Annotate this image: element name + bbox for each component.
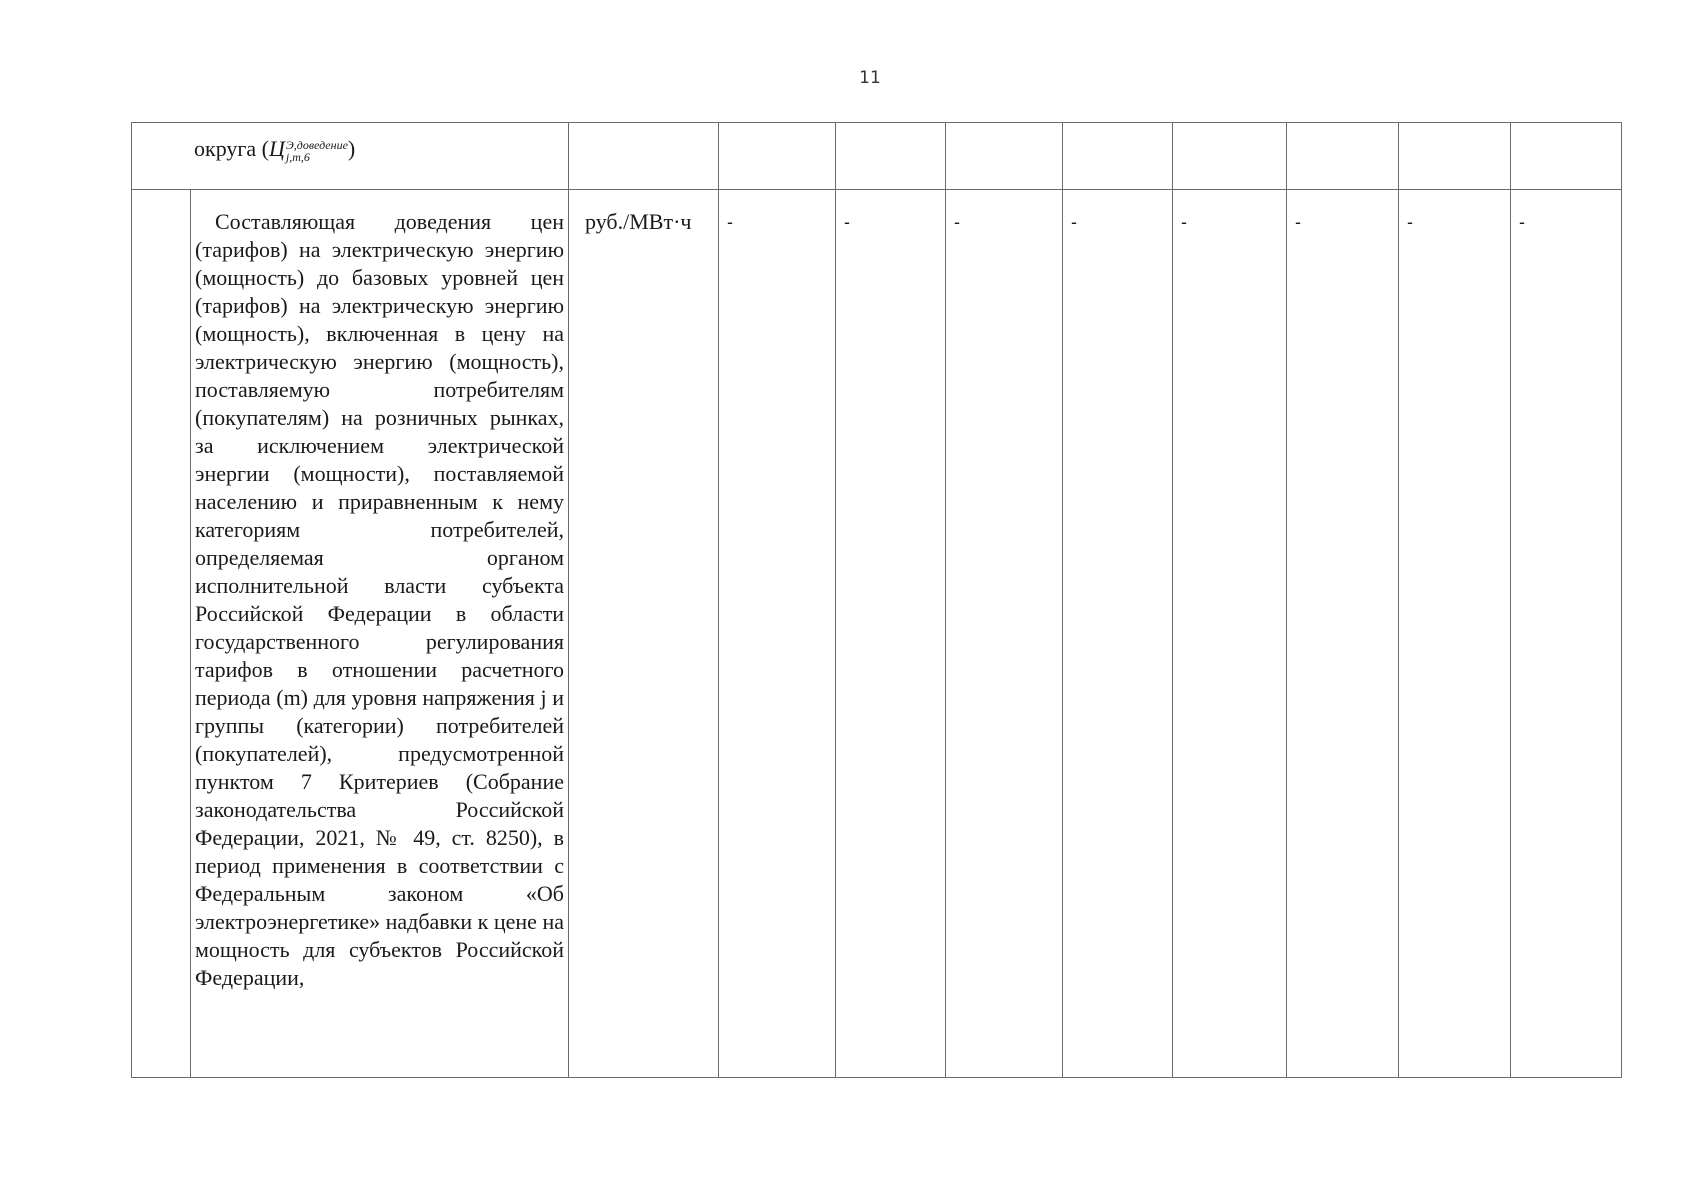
unit-cell (569, 190, 719, 1078)
value-cell-empty (1399, 123, 1511, 190)
value-cell-empty (946, 123, 1063, 190)
value-cell (946, 190, 1063, 1078)
value-dash: - (1295, 212, 1301, 232)
value-dash: - (1181, 212, 1187, 232)
value-cell (1399, 190, 1511, 1078)
unit-cell-empty (569, 123, 719, 190)
table-row (132, 123, 1622, 190)
value-cell-empty (719, 123, 836, 190)
value-cell-empty (1063, 123, 1173, 190)
value-dash: - (844, 212, 850, 232)
value-cell (836, 190, 946, 1078)
tariff-table (131, 122, 1622, 1078)
formula-base: Ц (269, 136, 285, 161)
value-dash: - (1071, 212, 1077, 232)
label-suffix: ) (347, 136, 356, 161)
page-number: 11 (859, 68, 881, 88)
value-dash: - (1519, 212, 1525, 232)
description-text: Составляющая доведения цен (тарифов) на электрическую энергию (мощность) до базовых уровней цен (тарифов) на электрическую энергию (мощность), включенная в цену на электрическую энергию (мощность), поставляемую потребителям (покупателям) на розничных рынках, за исключением электрической энергии (мощности), поставляемой населению и приравненным к нему категориям потребителей, определяемая органом исполнительной власти субъекта Российской Федерации в области государственного регулирования тарифов в отношении расчетного периода (m) для уровня напряжения j и группы (категории) потребителей (покупателей), предусмотренной пунктом 7 Критериев (Собрание законодательства Российской Федерации, 2021, № 49, ст. 8250), в период применения в соответствии с Федеральным законом «Об электроэнергетике» надбавки к цене на мощность для субъектов Российской Федерации, (195, 209, 564, 990)
value-cell (719, 190, 836, 1078)
value-cell-empty (1511, 123, 1622, 190)
value-cell (1511, 190, 1622, 1078)
unit-text: руб./МВт·ч (585, 209, 692, 234)
row-label-cell (132, 123, 569, 190)
value-cell (1287, 190, 1399, 1078)
value-cell-empty (836, 123, 946, 190)
index-cell (132, 190, 191, 1078)
description-cell (191, 190, 569, 1078)
value-cell-empty (1287, 123, 1399, 190)
value-cell-empty (1173, 123, 1287, 190)
label-prefix: округа ( (194, 136, 270, 161)
value-cell (1173, 190, 1287, 1078)
value-dash: - (727, 212, 733, 232)
formula-symbol (269, 135, 348, 163)
table-row (132, 190, 1622, 1078)
value-dash: - (954, 212, 960, 232)
formula-subscript: j,m,6 (285, 149, 310, 164)
value-cell (1063, 190, 1173, 1078)
formula-superscript: Э,доведение (285, 137, 348, 152)
value-dash: - (1407, 212, 1413, 232)
